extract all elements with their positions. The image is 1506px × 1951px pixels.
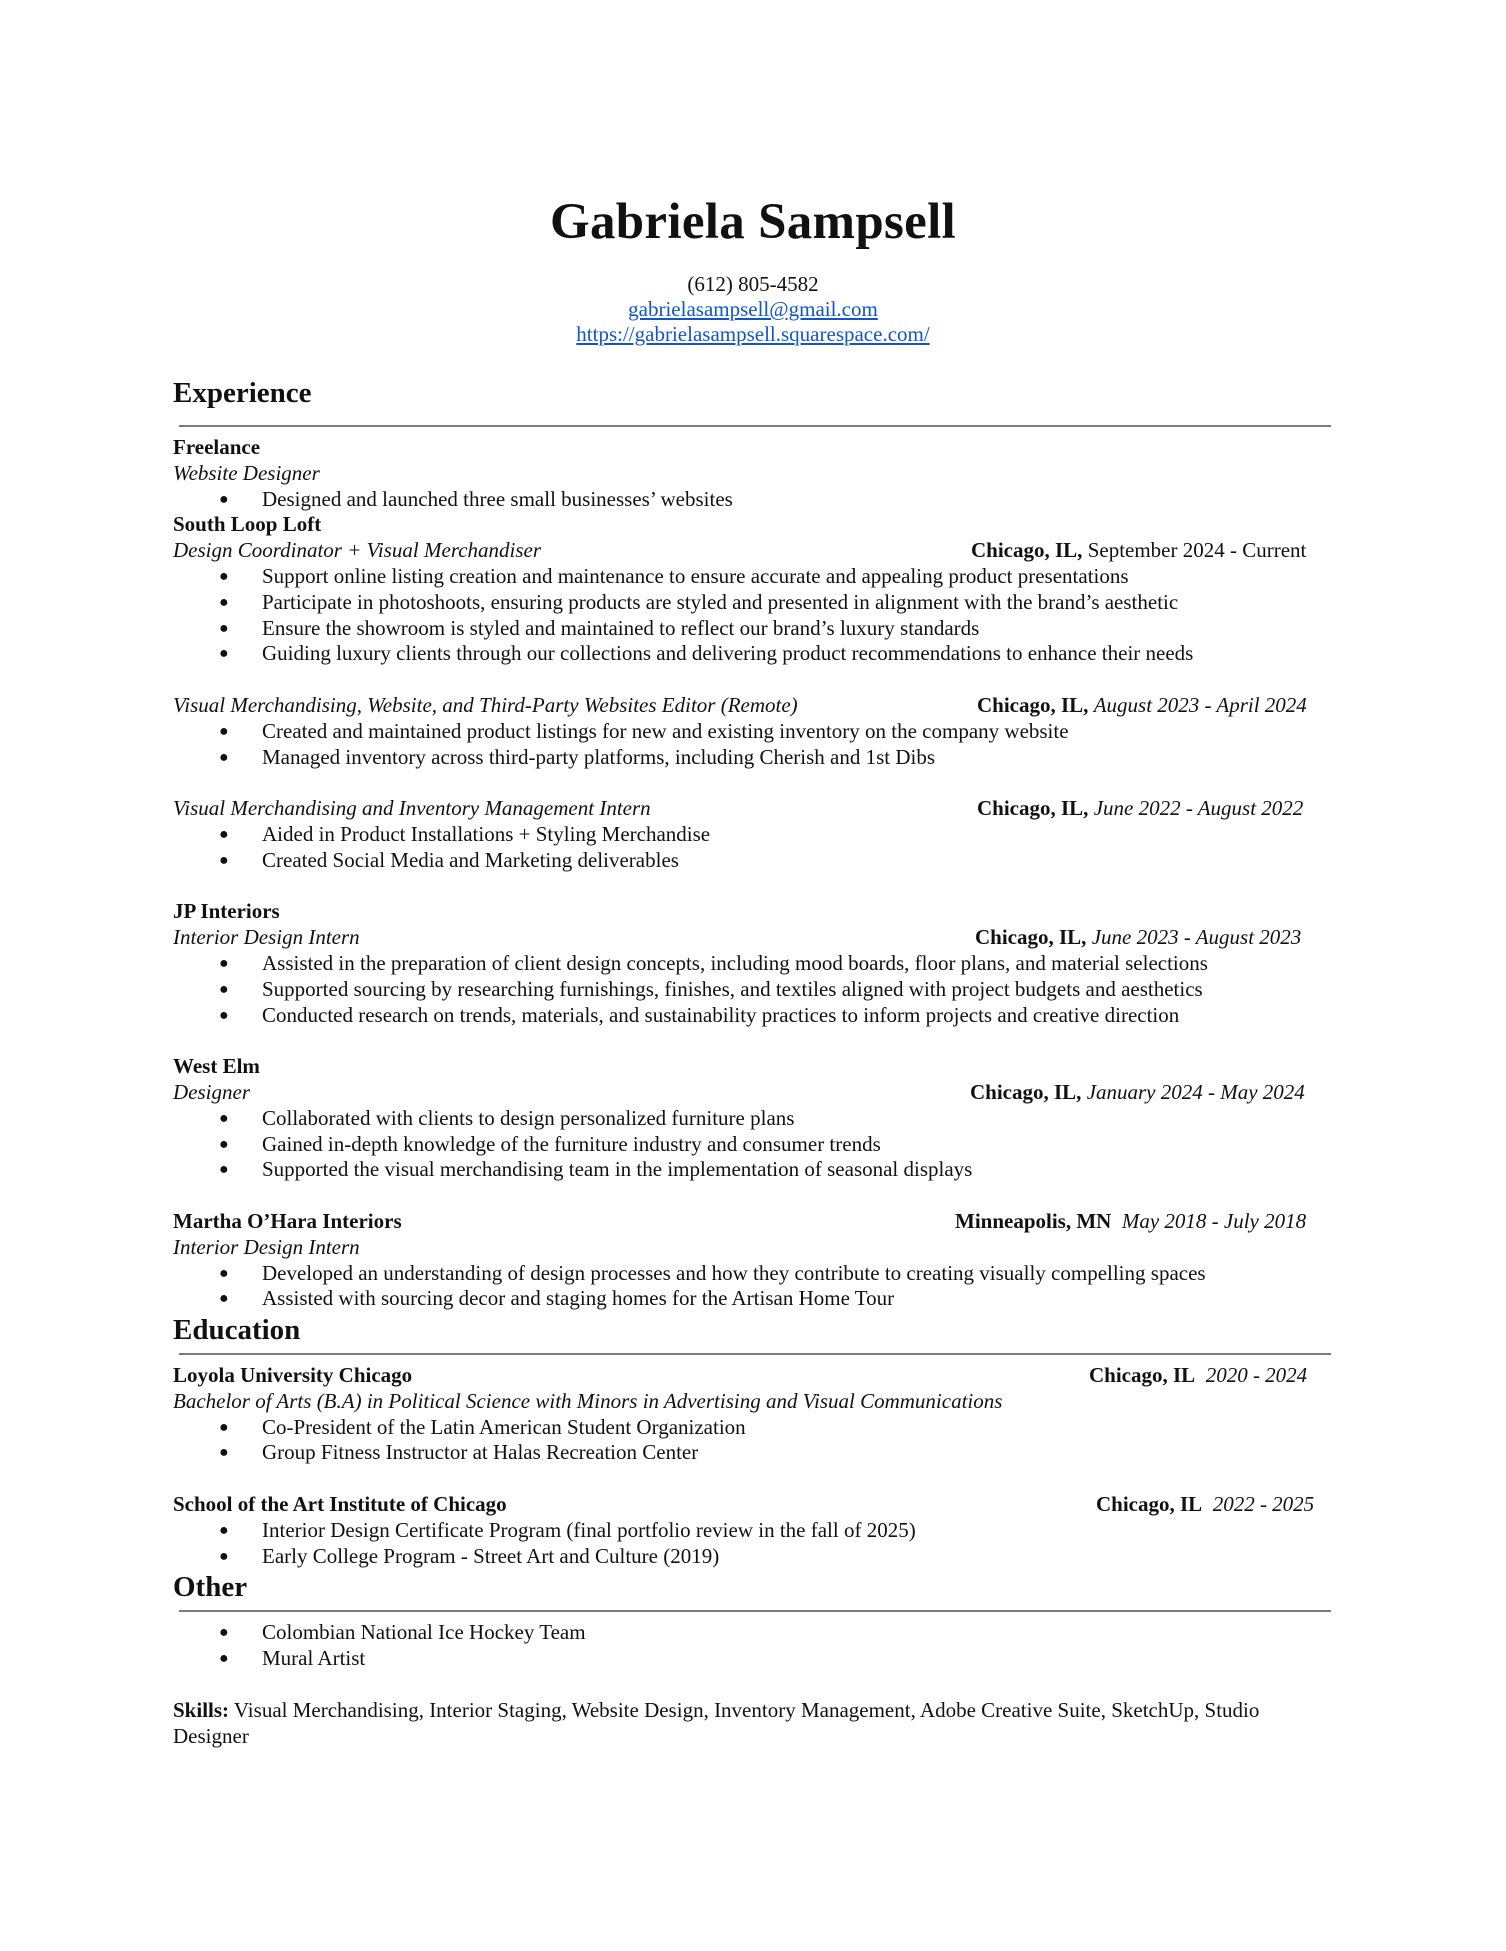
job-title: Website Designer [173, 460, 320, 485]
school-name: School of the Art Institute of Chicago [173, 1492, 507, 1517]
job-dates: June 2022 - August 2022 [1093, 796, 1304, 821]
job-dates: January 2024 - May 2024 [1086, 1079, 1305, 1104]
skills-label: Skills: [173, 1697, 230, 1722]
skills-paragraph [173, 1698, 1333, 1750]
school-dates: 2022 - 2025 [1212, 1492, 1315, 1517]
list-item: ● Created and maintained product listings for new and existing inventory on the company website [219, 718, 1069, 743]
list-item: ● Assisted in the preparation of client design concepts, including mood boards, floor plans, and material selections [219, 950, 1208, 975]
company-name: JP Interiors [173, 899, 280, 924]
list-item: ● Colombian National Ice Hockey Team [219, 1620, 586, 1645]
job-location: Chicago, IL, [971, 538, 1083, 563]
website-link[interactable]: https://gabrielasampsell.squarespace.com/ [576, 322, 930, 346]
job-title: Interior Design Intern [173, 925, 360, 950]
list-item: ● Designed and launched three small businesses’ websites [219, 486, 733, 511]
job-location: Chicago, IL, [970, 1079, 1082, 1104]
school-name: Loyola University Chicago [173, 1363, 413, 1388]
job-location: Chicago, IL, [975, 925, 1087, 950]
school-dates: 2020 - 2024 [1205, 1363, 1308, 1388]
email-link[interactable]: gabrielasampsell@gmail.com [628, 297, 878, 321]
company-name: West Elm [173, 1054, 260, 1079]
list-item: ● Early College Program - Street Art and Culture (2019) [219, 1543, 720, 1568]
job-dates: August 2023 - April 2024 [1093, 692, 1307, 717]
list-item: ● Developed an understanding of design processes and how they contribute to creating visually compelling spaces [219, 1260, 1206, 1285]
skills-text: Visual Merchandising, Interior Staging, Website Design, Inventory Management, Adobe Creative Suite, SketchUp, Studio Designer [173, 1697, 1260, 1748]
list-item: ● Ensure the showroom is styled and maintained to reflect our brand’s luxury standards [219, 615, 980, 640]
resume-body [173, 372, 1338, 1749]
degree: Bachelor of Arts (B.A) in Political Science with Minors in Advertising and Visual Communications [173, 1388, 1003, 1413]
job-dates: May 2018 - July 2018 [1121, 1208, 1307, 1233]
school-line [173, 1492, 1338, 1518]
resume-name: Gabriela Sampsell [549, 194, 957, 250]
phone-number: (612) 805-4582 [687, 272, 819, 296]
section-title-education: Education [173, 1314, 301, 1347]
list-item: ● Aided in Product Installations + Styling Merchandise [219, 821, 711, 846]
role-line [173, 538, 1338, 564]
job-location: Chicago, IL, [977, 692, 1089, 717]
section-divider [179, 425, 1331, 427]
list-item: ● Co-President of the Latin American Student Organization [219, 1414, 746, 1439]
list-item: ● Conducted research on trends, materials, and sustainability practices to inform projects and creative direction [219, 1002, 1180, 1027]
list-item: ● Support online listing creation and maintenance to ensure accurate and appealing product presentations [219, 563, 1129, 588]
list-item: ● Group Fitness Instructor at Halas Recreation Center [219, 1440, 699, 1465]
list-item: ● Managed inventory across third-party platforms, including Cherish and 1st Dibs [219, 744, 936, 769]
job-title: Design Coordinator + Visual Merchandiser [173, 538, 542, 563]
job-title: Interior Design Intern [173, 1234, 360, 1259]
list-item: ● Supported the visual merchandising team in the implementation of seasonal displays [219, 1157, 973, 1182]
role-line [173, 796, 1338, 822]
company-name: Martha O’Hara Interiors [173, 1208, 402, 1233]
list-item: ● Gained in-depth knowledge of the furniture industry and consumer trends [219, 1131, 881, 1156]
list-item: ● Mural Artist [219, 1646, 366, 1671]
job-title: Designer [173, 1079, 250, 1104]
company-line [173, 1209, 1338, 1235]
job-title: Visual Merchandising, Website, and Third-Party Websites Editor (Remote) [173, 692, 798, 717]
section-divider [179, 1353, 1331, 1355]
job-title: Visual Merchandising and Inventory Management Intern [173, 796, 651, 821]
list-item: ● Guiding luxury clients through our collections and delivering product recommendations to enhance their needs [219, 641, 1194, 666]
section-divider [179, 1610, 1331, 1612]
role-line [173, 925, 1338, 951]
school-line [173, 1363, 1338, 1389]
school-location: Chicago, IL [1096, 1492, 1203, 1517]
job-location: Chicago, IL, [977, 796, 1089, 821]
list-item: ● Created Social Media and Marketing deliverables [219, 847, 679, 872]
list-item: ● Participate in photoshoots, ensuring products are styled and presented in alignment with the brand’s aesthetic [219, 589, 1179, 614]
section-title-experience: Experience [173, 377, 312, 409]
role-line [173, 1080, 1338, 1106]
company-name: Freelance [173, 435, 261, 459]
list-item: ● Interior Design Certificate Program (final portfolio review in the fall of 2025) [219, 1517, 916, 1542]
list-item: ● Supported sourcing by researching furnishings, finishes, and textiles aligned with project budgets and aesthetics [219, 976, 1203, 1001]
role-line [173, 693, 1338, 719]
list-item: ● Collaborated with clients to design personalized furniture plans [219, 1105, 795, 1130]
list-item: ● Assisted with sourcing decor and staging homes for the Artisan Home Tour [219, 1286, 895, 1311]
job-location: Minneapolis, MN [955, 1208, 1112, 1233]
company-name: South Loop Loft [173, 512, 322, 537]
job-dates: September 2024 - Current [1087, 538, 1307, 563]
job-dates: June 2023 - August 2023 [1091, 925, 1302, 950]
section-title-other: Other [173, 1571, 248, 1604]
school-location: Chicago, IL [1089, 1363, 1196, 1388]
